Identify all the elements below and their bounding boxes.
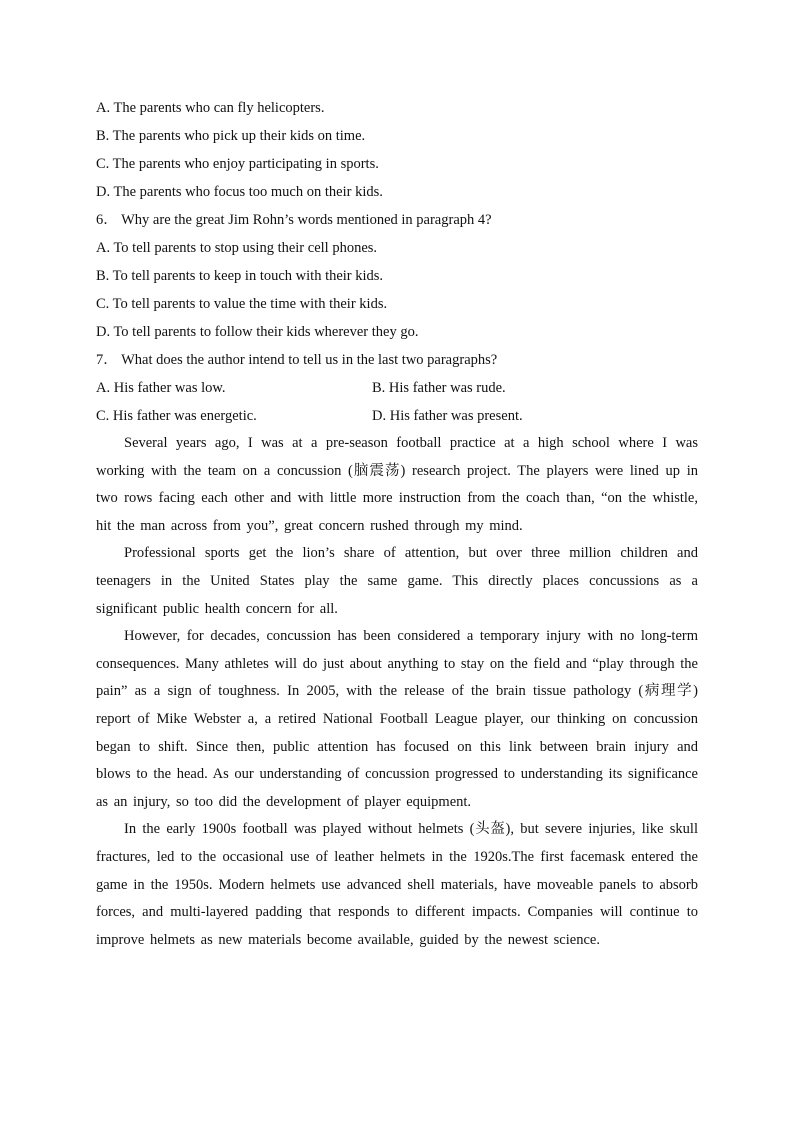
option-row xyxy=(96,402,698,430)
option-d: D. His father was present. xyxy=(372,408,523,424)
option-a: A. His father was low. xyxy=(96,380,226,396)
option-b: B. To tell parents to keep in touch with their kids. xyxy=(96,268,384,284)
paragraph: Several years ago, I was at a pre-season football practice at a high school where I was working with the team on a concussion (脑震荡) research project. The players were lined up in two rows facing each other and with little more instruction from the coach than, “on the whistle, hit the man across from you”, great concern rushed through my mind. xyxy=(96,435,698,534)
paragraph: Professional sports get the lion’s share of attention, but over three million children and teenagers in the United States play the same game. This directly places concussions as a significant public health concern for all. xyxy=(96,545,698,617)
question-5-options xyxy=(96,94,698,206)
reading-passage xyxy=(96,430,698,954)
option-c: C. His father was energetic. xyxy=(96,408,257,424)
option-a: A. To tell parents to stop using their cell phones. xyxy=(96,240,378,256)
option-row xyxy=(96,374,698,402)
option-d: D. The parents who focus too much on their kids. xyxy=(96,184,383,200)
question-7 xyxy=(96,346,698,430)
paragraph: However, for decades, concussion has been considered a temporary injury with no long-term consequences. Many athletes will do just about anything to stay on the field and “play through the pain” as a sign of toughness. In 2005, with the release of the brain tissue pathology (病理学) report of Mike Webster a, a retired National Football League player, our thinking on concussion began to shift. Since then, public attention has focused on this link between brain injury and blows to the head. As our understanding of concussion progressed to understanding its significance as an injury, so too did the development of player equipment. xyxy=(96,628,698,810)
option-a: A. The parents who can fly helicopters. xyxy=(96,100,325,116)
question-stem: 7． What does the author intend to tell us in the last two paragraphs? xyxy=(96,352,498,368)
option-d: D. To tell parents to follow their kids wherever they go. xyxy=(96,324,419,340)
question-stem: 6． Why are the great Jim Rohn’s words mentioned in paragraph 4? xyxy=(96,212,492,228)
option-c: C. To tell parents to value the time with their kids. xyxy=(96,296,388,312)
document-page xyxy=(96,94,698,954)
paragraph: In the early 1900s football was played without helmets (头盔), but severe injuries, like skull fractures, led to the occasional use of leather helmets in the 1920s.The first facemask entered the game in the 1950s. Modern helmets use advanced shell materials, have moveable panels to absorb forces, and multi-layered padding that responds to different impacts. Companies will continue to improve helmets as new materials become available, guided by the newest science. xyxy=(96,821,698,948)
option-b: B. His father was rude. xyxy=(372,380,506,396)
option-b: B. The parents who pick up their kids on time. xyxy=(96,128,366,144)
question-6 xyxy=(96,206,698,346)
option-c: C. The parents who enjoy participating in sports. xyxy=(96,156,379,172)
